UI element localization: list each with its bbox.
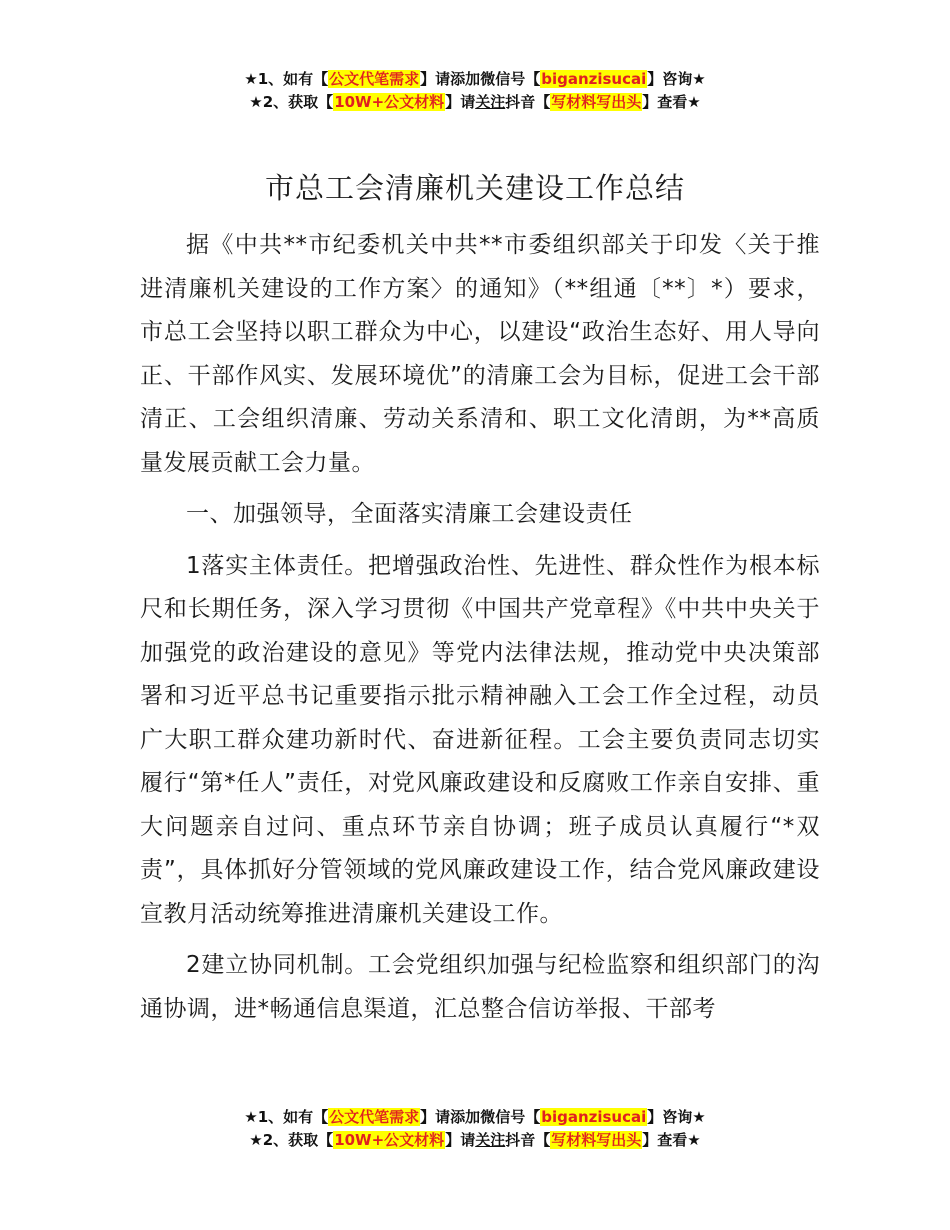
banner-highlight: 公文代笔需求: [329, 1108, 420, 1126]
banner-line-1: [0, 68, 950, 91]
paragraph-intro: 据《中共**市纪委机关中共**市委组织部关于印发〈关于推进清廉机关建设的工作方案〉的通知》（**组通〔**〕*）要求，市总工会坚持以职工群众为中心，以建设“政治生态好、用人导向正、干部作风实、发展环境优”的清廉工会为目标，促进工会干部清正、工会组织清廉、劳动关系清和、职工文化清朗，为**高质量发展贡献工会力量。: [140, 232, 820, 476]
paragraph-item-1: 1落实主体责任。把增强政治性、先进性、群众性作为根本标尺和长期任务，深入学习贯彻《中国共产党章程》《中共中央关于加强党的政治建设的意见》等党内法律法规，推动党中央决策部署和习近平总书记重要指示批示精神融入工会工作全过程，动员广大职工群众建功新时代、奋进新征程。工会主要负责同志切实履行“第*任人”责任，对党风廉政建设和反腐败工作亲自安排、重大问题亲自过问、重点环节亲自协调；班子成员认真履行“*双责”，具体抓好分管领域的党风廉政建设工作，结合党风廉政建设宣教月活动统筹推进清廉机关建设工作。: [140, 552, 820, 927]
section-heading: 一、加强领导，全面落实清廉工会建设责任: [186, 501, 633, 527]
banner-text: 】请: [445, 1131, 476, 1149]
banner-text: 抖音【: [505, 93, 551, 111]
document-title: 市总工会清廉机关建设工作总结: [264, 171, 685, 205]
banner-underlined: 关注: [475, 1131, 506, 1149]
banner-text: 微信号【: [480, 1108, 541, 1126]
banner-highlight: biganzisucai: [541, 70, 647, 88]
banner-underlined: 关注: [475, 93, 506, 111]
banner-text: 】请添加: [420, 1108, 481, 1126]
document-body: [140, 224, 820, 1031]
header-banner: [0, 68, 950, 114]
banner-text: ★1、如有【: [244, 70, 329, 88]
banner-text: 】请添加: [420, 70, 481, 88]
banner-text: 】查看★: [642, 1131, 701, 1149]
paragraph-item-2: 2建立协同机制。工会党组织加强与纪检监察和组织部门的沟通协调，进*畅通信息渠道，汇总整合信访举报、干部考: [140, 952, 820, 1022]
banner-highlight: 写材料写出头: [551, 1131, 642, 1149]
banner-highlight: 写材料写出头: [551, 93, 642, 111]
banner-highlight: 10W+公文材料: [334, 93, 445, 111]
banner-text: 微信号【: [480, 70, 541, 88]
banner-highlight: 10W+公文材料: [334, 1131, 445, 1149]
banner-line-2: [0, 1129, 950, 1152]
banner-line-1: [0, 1106, 950, 1129]
footer-banner: [0, 1106, 950, 1152]
banner-text: 】咨询★: [647, 1108, 706, 1126]
banner-text: ★2、获取【: [249, 93, 334, 111]
banner-highlight: biganzisucai: [541, 1108, 647, 1126]
banner-highlight: 公文代笔需求: [329, 70, 420, 88]
banner-line-2: [0, 91, 950, 114]
banner-text: ★2、获取【: [249, 1131, 334, 1149]
banner-text: 】查看★: [642, 93, 701, 111]
banner-text: 】请: [445, 93, 476, 111]
banner-text: 抖音【: [505, 1131, 551, 1149]
banner-text: 】咨询★: [647, 70, 706, 88]
banner-text: ★1、如有【: [244, 1108, 329, 1126]
